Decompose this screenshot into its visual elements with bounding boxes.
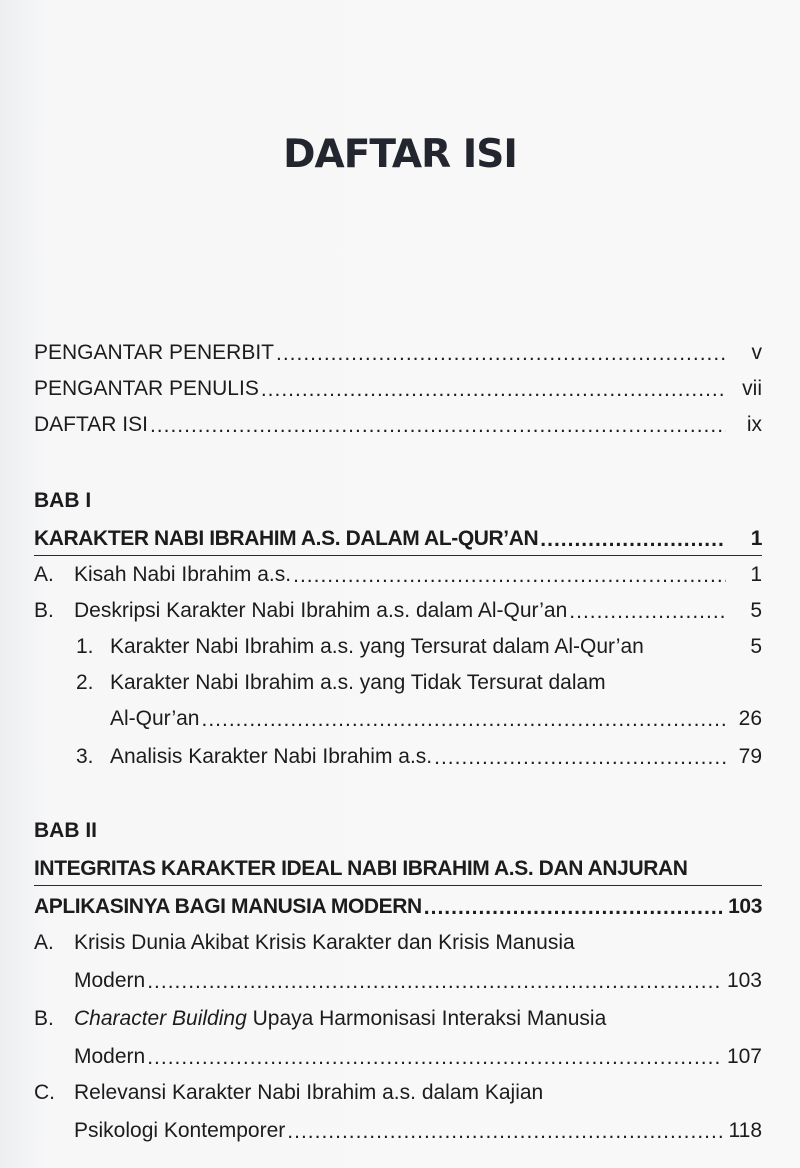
toc-entry-page: 118 xyxy=(728,1119,762,1142)
toc-entry-label: Relevansi Karakter Nabi Ibrahim a.s. dalam Kajian xyxy=(74,1081,544,1104)
toc-entry-label: Karakter Nabi Ibrahim a.s. yang Tersurat dalam Al-Qur’an xyxy=(110,635,644,658)
toc-entry-page: vii xyxy=(742,377,762,400)
leader-dots xyxy=(147,963,721,1001)
page-title: DAFTAR ISI xyxy=(283,132,517,177)
toc-entry-number: 3. xyxy=(76,745,94,768)
toc-entry-page: 103 xyxy=(728,895,762,918)
leader-dots xyxy=(287,1113,722,1151)
leader-dots xyxy=(150,407,726,445)
toc-entry[interactable] xyxy=(34,370,762,408)
toc-entry-line[interactable] xyxy=(34,1000,762,1038)
toc-subentry[interactable] xyxy=(76,738,762,776)
divider xyxy=(34,885,762,886)
toc-entry-number: C. xyxy=(34,1081,55,1104)
toc-entry-page: 79 xyxy=(738,745,762,768)
chapter-title: APLIKASINYA BAGI MANUSIA MODERN xyxy=(34,895,422,918)
leader-dots xyxy=(424,889,722,927)
toc-entry[interactable] xyxy=(34,334,762,372)
toc-entry[interactable] xyxy=(34,406,762,444)
leader-dots xyxy=(261,371,726,409)
toc-entry-number: B. xyxy=(34,599,54,622)
chapter-title-entry[interactable] xyxy=(34,888,762,926)
toc-entry-label-cont: Modern xyxy=(74,1045,146,1068)
toc-entry-number: 1. xyxy=(76,635,94,658)
toc-entry-page: 26 xyxy=(738,707,762,730)
toc-entry-label: DAFTAR ISI xyxy=(34,413,148,436)
toc-subentry[interactable] xyxy=(76,628,762,666)
toc-entry-label: Kisah Nabi Ibrahim a.s. xyxy=(74,563,292,586)
toc-entry-label: PENGANTAR PENULIS xyxy=(34,377,259,400)
leader-dots xyxy=(293,557,726,595)
toc-entry-page: 1 xyxy=(750,527,762,550)
toc-entry-page: 1 xyxy=(750,563,762,586)
toc-entry[interactable] xyxy=(74,1038,762,1076)
chapter-title: KARAKTER NABI IBRAHIM A.S. DALAM AL-QUR’AN xyxy=(34,527,539,550)
toc-entry-page: 5 xyxy=(750,599,762,622)
toc-entry-label-italic: Character Building xyxy=(74,1007,247,1030)
toc-entry[interactable] xyxy=(74,962,762,1000)
toc-subentry[interactable] xyxy=(110,700,762,738)
leader-dots xyxy=(434,739,726,777)
toc-entry-label: Analisis Karakter Nabi Ibrahim a.s. xyxy=(110,745,433,768)
toc-entry-number: A. xyxy=(34,563,54,586)
toc-entry[interactable] xyxy=(74,1112,762,1150)
toc-entry-label: Krisis Dunia Akibat Krisis Karakter dan Krisis Manusia xyxy=(74,931,575,954)
chapter-heading: BAB II xyxy=(34,819,97,842)
toc-entry-label: Deskripsi Karakter Nabi Ibrahim a.s. dalam Al-Qur’an xyxy=(74,599,568,622)
leader-dots xyxy=(201,701,726,739)
toc-entry-page: 107 xyxy=(726,1045,762,1068)
leader-dots xyxy=(276,335,726,373)
toc-entry-number: A. xyxy=(34,931,54,954)
toc-entry-number: 2. xyxy=(76,671,94,694)
toc-entry-label-cont: Psikologi Kontemporer xyxy=(74,1119,286,1142)
toc-entry-page: v xyxy=(751,341,762,364)
toc-entry[interactable] xyxy=(34,556,762,594)
chapter-title-entry[interactable] xyxy=(34,520,762,558)
toc-entry-label: Karakter Nabi Ibrahim a.s. yang Tidak Tersurat dalam xyxy=(110,671,606,694)
toc-subentry-line[interactable] xyxy=(76,664,762,702)
toc-entry-label-cont: Al-Qur’an xyxy=(110,707,200,730)
toc-entry-line[interactable] xyxy=(34,1074,762,1112)
toc-entry-line[interactable] xyxy=(34,924,762,962)
toc-entry-page: 5 xyxy=(750,635,762,658)
toc-entry-label-cont: Modern xyxy=(74,969,146,992)
leader-dots xyxy=(147,1039,721,1077)
toc-entry[interactable] xyxy=(34,592,762,630)
toc-entry-page: 103 xyxy=(726,969,762,992)
leader-dots xyxy=(540,521,726,559)
leader-dots xyxy=(569,593,726,631)
toc-entry-number: B. xyxy=(34,1007,54,1030)
toc-entry-label: PENGANTAR PENERBIT xyxy=(34,341,274,364)
toc-entry-label: Upaya Harmonisasi Interaksi Manusia xyxy=(246,1007,607,1030)
toc-entry-page: ix xyxy=(746,413,762,436)
chapter-heading: BAB I xyxy=(34,489,92,512)
chapter-title: INTEGRITAS KARAKTER IDEAL NABI IBRAHIM A.S. DAN ANJURAN xyxy=(34,857,688,880)
